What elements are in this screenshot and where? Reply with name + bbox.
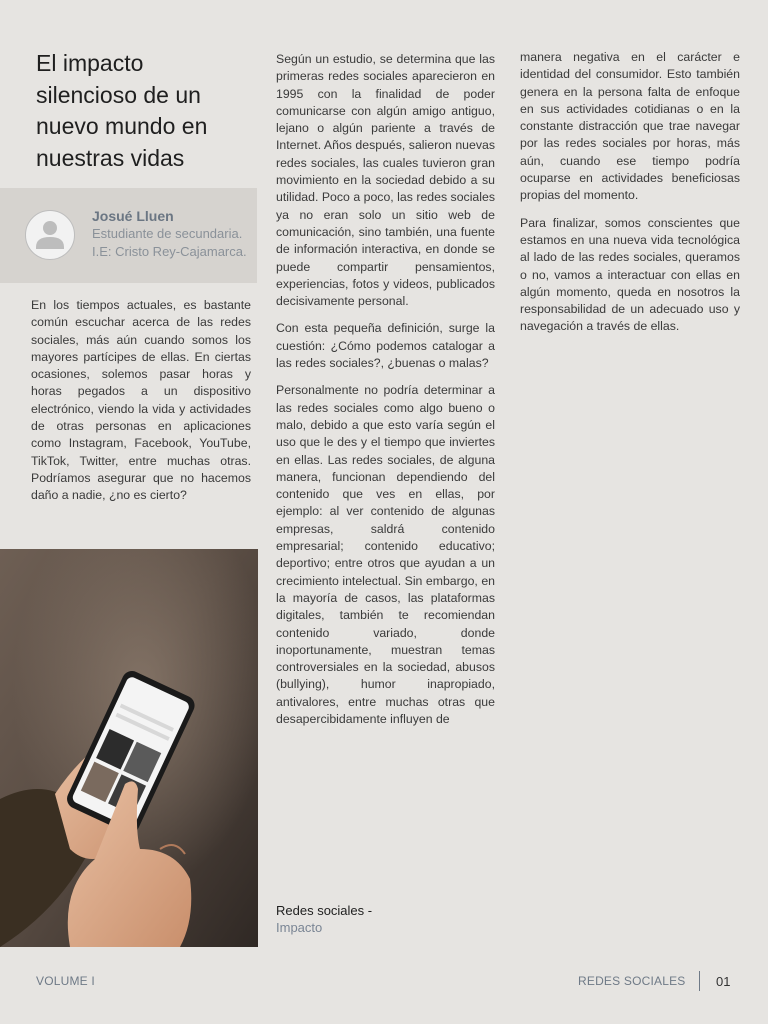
photo-caption [276, 902, 372, 936]
author-role: Estudiante de secundaria. I.E: Cristo Rey-Cajamarca. [92, 226, 247, 259]
paragraph: Personalmente no podría determinar a las redes sociales como algo bueno o malo, debido a que esto varía según el uso que le des y el tiempo que inviertes en ellas. Las redes sociales, de alguna manera, funcionan dependiendo del contenido que ves en ellas, por ejemplo: al ver contenido de algunas empresas, saldrá contenido empresarial; contenido educativo; deportivo; entre otros que ayudan a un crecimiento intelectual. Sin embargo, en la mayoría de casos, las plataformas digitales, también te recomiendan contenido variado, donde inoportunamente, muestran temas controversiales en la sociedad, abusos (bullying), humor inapropiado, antivalores, entre muchas otras que desapercibidamente influyen de [276, 383, 495, 726]
article-column-2 [276, 51, 495, 738]
user-avatar-icon [25, 210, 75, 260]
paragraph: Para finalizar, somos conscientes que estamos en una nueva vida tecnológica al lado de las redes sociales, queramos o no, vamos a interactuar con ellas en algún momento, queda en nosotros la responsabilidad de un adecuado uso y navegación a través de ellas. [520, 215, 740, 334]
author-card [0, 188, 257, 283]
article-column-3 [520, 49, 740, 346]
paragraph: Según un estudio, se determina que las primeras redes sociales aparecieron en 1995 con la finalidad de poder comunicarse con algún amigo antiguo, lejano o algún pariente a través de Internet. Años después, salieron nuevas redes sociales, las cuales tuvieron gran movimiento en la sociedad debido a su utilidad. Poco a poco, las redes sociales ya no eran solo un sitio web de comunicación, sino también, una fuente de información interactiva, en donde se puede compartir pensamientos, experiencias, fotos y videos, publicados decisivamente personal. [276, 52, 495, 309]
hand-holding-smartphone-photo [0, 549, 258, 947]
footer-volume: VOLUME I [36, 974, 95, 988]
page-number: 01 [716, 974, 731, 989]
footer-divider [699, 971, 700, 991]
paragraph: manera negativa en el carácter e identidad del consumidor. Esto también genera en la persona falta de enfoque en sus actividades cotidianas o en la constante distracción que trae navegar por las redes sociales por horas, más aún, cuando ese tiempo podría ocuparse en actividades beneficiosas propias del momento. [520, 50, 740, 203]
footer-section: REDES SOCIALES [578, 974, 686, 988]
caption-line-1: Redes sociales - [276, 903, 373, 918]
article-column-1 [31, 297, 251, 515]
author-name: Josué Lluen [92, 208, 174, 224]
paragraph: En los tiempos actuales, es bastante común escuchar acerca de las redes sociales, más aún cuando somos los mayores partícipes de ellas. En ciertas ocasiones, solemos pasar horas y horas pegados a un dispositivo electrónico, viendo la vida y actividades de otras personas en aplicaciones como Instagram, Facebook, YouTube, TikTok, Twitter, entre muchas otras. Podríamos asegurar que no hacemos daño a nadie, ¿no es cierto? [31, 298, 251, 503]
paragraph: Con esta pequeña definición, surge la cuestión: ¿Cómo podemos catalogar a las redes sociales?, ¿buenas o malas? [276, 321, 495, 371]
article-title: El impacto silencioso de un nuevo mundo en nuestras vidas [36, 50, 208, 171]
caption-line-2: Impacto [276, 920, 323, 935]
